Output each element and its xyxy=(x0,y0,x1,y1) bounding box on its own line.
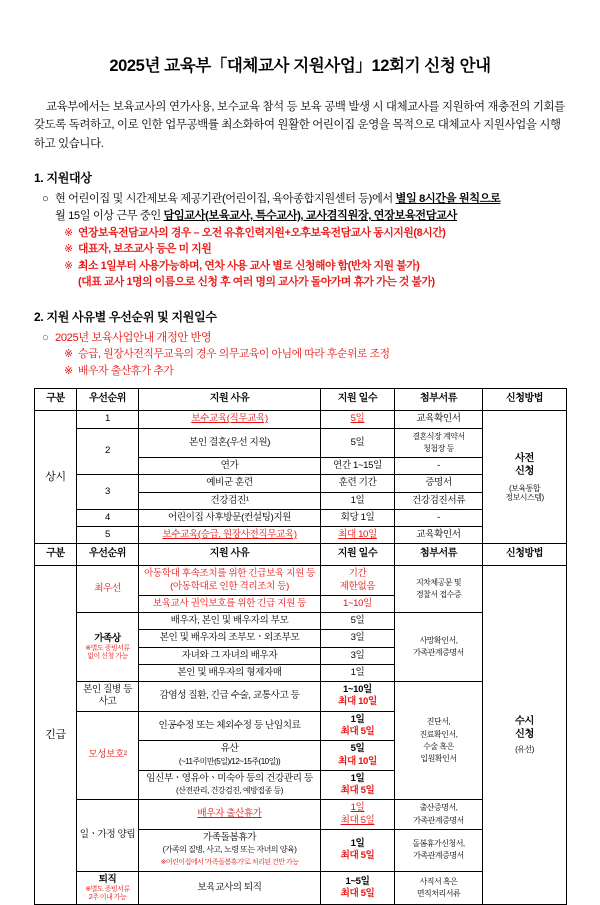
section-2-heading: 2. 지원 사유별 우선순위 및 지원일수 xyxy=(34,309,217,324)
docs-cell: 교육확인서 xyxy=(395,527,483,544)
reason-cell: 보육교사의 퇴직 xyxy=(139,871,321,904)
th-days: 지원 일수 xyxy=(321,389,395,411)
reason-cell: 예비군 훈련 xyxy=(139,475,321,492)
reason-line-2: (산전관리, 건강검진, 예방접종 등) xyxy=(176,786,283,796)
method-sublabel: (유선) xyxy=(515,745,534,755)
reason-cell: 보수교육(승급, 원장사전직무교육) xyxy=(139,527,321,544)
days-cell xyxy=(321,741,395,771)
days-line-1: 1일 xyxy=(350,713,365,725)
days-line-1: 1일 xyxy=(350,772,365,784)
days-line-1: 1일 xyxy=(350,802,365,814)
days-line-2: 최대 5일 xyxy=(340,814,375,826)
days-line-1: 1~5일 xyxy=(345,875,370,887)
priority-cell: 1 xyxy=(77,411,139,428)
asterisk-icon: ※ xyxy=(64,259,73,272)
days-cell xyxy=(321,711,395,741)
priority-label: 퇴직 xyxy=(98,873,117,885)
section-1-item-1-text-a: 현 어린이집 및 시간제보육 제공기관(어린이집, 육아종합지원센터 등)에서 xyxy=(55,193,396,206)
reason-cell xyxy=(139,770,321,800)
days-cell xyxy=(321,829,395,871)
days-line-1: 1일 xyxy=(350,838,365,849)
days-cell: 1일 xyxy=(321,492,395,509)
docs-cell: 사망확인서, 가족관계증명서 xyxy=(395,613,483,682)
th-method: 신청방법 xyxy=(483,389,567,411)
reason-line-2: (~11주미만(5일)/12~15주(10일)) xyxy=(178,756,281,766)
support-table-regular xyxy=(34,388,567,544)
priority-cell: 모성보호² xyxy=(77,711,139,800)
section-2-note-3-text: 배우자 출산휴가 추가 xyxy=(78,364,174,377)
days-cell: 연간 1~15일 xyxy=(321,458,395,475)
bullet-circle-icon: ○ xyxy=(42,331,49,344)
docs-cell: 돌봄휴가신청서, 가족관계증명서 xyxy=(395,829,483,871)
table-header-row xyxy=(35,544,567,566)
reason-line-1: 임신부ㆍ영유아ㆍ미숙아 등의 건강관리 등 xyxy=(146,772,313,784)
section-1-note-3b: (대표 교사 1명의 이름으로 신청 후 여러 명의 교사가 돌아가며 휴가 가는 것 불가) xyxy=(78,276,435,289)
priority-cell: 4 xyxy=(77,509,139,526)
reason-cell: 본인 및 배우자의 조부모ㆍ외조부모 xyxy=(139,630,321,647)
days-cell xyxy=(321,800,395,830)
category-cell-urgent: 긴급 xyxy=(35,566,77,905)
section-2-note-2 xyxy=(64,346,566,362)
section-2-note-2-text: 승급, 원장사전직무교육의 경우 의무교육이 아님에 따라 후순위로 조정 xyxy=(78,348,390,361)
reason-line-1: 가족돌봄휴가 xyxy=(202,831,257,843)
docs-cell: 출산증명서, 가족관계증명서 xyxy=(395,800,483,830)
th-category: 구분 xyxy=(35,389,77,411)
th-docs: 첨부서류 xyxy=(395,389,483,411)
th-days: 지원 일수 xyxy=(321,544,395,566)
days-line-1: 1~10일 xyxy=(343,684,372,696)
table-row xyxy=(35,411,567,428)
section-1-item-1-text-b: 별일 8시간을 원칙으로 xyxy=(395,193,501,206)
reason-cell: 본인 및 배우자의 형제자매 xyxy=(139,664,321,681)
reason-cell: 보육교사 권익보호를 위한 긴급 지원 등 xyxy=(139,595,321,612)
days-line-2: 최대 10일 xyxy=(338,696,377,708)
days-cell: 회당 1일 xyxy=(321,509,395,526)
th-reason: 지원 사유 xyxy=(139,389,321,411)
priority-cell: 2 xyxy=(77,428,139,475)
th-category: 구분 xyxy=(35,544,77,566)
days-cell: 1일 xyxy=(321,664,395,681)
reason-cell: 본인 결혼(우선 지원) xyxy=(139,428,321,458)
section-1-item-1-text-c: 월 15일 이상 근무 중인 xyxy=(55,210,164,223)
days-line-2: 최대 5일 xyxy=(340,785,375,797)
reason-line-2: (가족의 질병, 사고, 노령 또는 자녀의 양육) xyxy=(162,845,297,855)
days-cell: 5일 xyxy=(321,411,395,428)
docs-cell: 지차체공문 및 경찰서 접수증 xyxy=(395,566,483,613)
method-cell-urgent xyxy=(483,566,567,905)
method-label: 수시 신청 xyxy=(515,716,534,741)
section-1-item-1 xyxy=(42,191,566,225)
priority-label: 가족상 xyxy=(94,633,121,644)
days-cell: 기간 제한없음 xyxy=(321,566,395,596)
days-line-1: 5일 xyxy=(350,743,365,755)
page-title: 2025년 교육부「대체교사 지원사업」12회기 신청 안내 xyxy=(109,57,491,75)
category-cell-regular: 상시 xyxy=(35,411,77,544)
docs-cell: 사직서 혹은 면직처리서류 xyxy=(395,871,483,904)
reason-cell: 건강검진¹ xyxy=(139,492,321,509)
asterisk-icon: ※ xyxy=(64,364,73,377)
priority-cell: 3 xyxy=(77,475,139,510)
docs-cell: 건강검진서류 xyxy=(395,492,483,509)
th-priority: 우선순위 xyxy=(77,389,139,411)
th-method: 신청방법 xyxy=(483,544,567,566)
days-cell: 1~10일 xyxy=(321,595,395,612)
reason-cell xyxy=(139,566,321,596)
section-1-note-1-text: 연장보육전담교사의 경우 – 오전 유휴인력지원+오후보육전담교사 동시지원(8시간) xyxy=(78,227,446,239)
priority-note: ※별도 증빙서류 2주 이내 가능 xyxy=(85,885,130,901)
reason-cell: 연가 xyxy=(139,458,321,475)
priority-cell: 최우선 xyxy=(77,566,139,613)
reason-cell xyxy=(139,741,321,771)
reason-cell xyxy=(139,829,321,871)
method-label: 사전 신청 xyxy=(515,452,534,477)
reason-cell: 보수교육(직무교육) xyxy=(139,411,321,428)
days-cell: 5일 xyxy=(321,613,395,630)
method-sublabel: (보육통합 정보시스템) xyxy=(505,483,544,503)
th-reason: 지원 사유 xyxy=(139,544,321,566)
section-2-note-3 xyxy=(64,363,566,379)
section-1-heading: 1. 지원대상 xyxy=(34,171,92,186)
intro-paragraph: 교육부에서는 보육교사의 연가사용, 보수교육 참석 등 보육 공백 발생 시 대체교사를 지원하여 재충전의 기회를 갖도록 독려하고, 이로 인한 업무공백률 최소화하여 원활한 어린이집 운영을 목적으로 대체교사 지원사업을 시행하고 있습니다. xyxy=(34,101,565,150)
reason-cell: 배우자, 본인 및 배우자의 부모 xyxy=(139,613,321,630)
reason-line-1: 유산 xyxy=(220,743,239,755)
days-line-2: 최대 5일 xyxy=(340,887,375,899)
section-1-note-3-text: 최소 1일부터 사용가능하며, 연차 사용 교사 별로 신청해야 함(반차 지원 불가) xyxy=(78,259,420,272)
th-priority: 우선순위 xyxy=(77,544,139,566)
section-1-note-2 xyxy=(64,241,566,257)
docs-cell: 진단서, 진료확인서, 수술 혹은 입원확인서 xyxy=(395,682,483,800)
section-2-note-1-text: 2025년 보육사업안내 개정안 반영 xyxy=(55,331,212,344)
section-1-note-2-text: 대표자, 보조교사 등은 미 지원 xyxy=(78,243,212,256)
reason-cell: 자녀와 그 자녀의 배우자 xyxy=(139,647,321,664)
reason-line-2: (아동학대로 인한 격리조치 등) xyxy=(170,580,289,592)
docs-cell: - xyxy=(395,509,483,526)
section-1-note-3 xyxy=(64,258,566,274)
days-cell: 최대 10일 xyxy=(321,527,395,544)
docs-cell: 결혼식장 계약서 청첩장 등 xyxy=(395,428,483,458)
section-2-note-1 xyxy=(42,330,566,347)
days-line-2: 최대 5일 xyxy=(340,726,375,738)
days-cell: 5일 xyxy=(321,428,395,458)
days-line-2: 최대 10일 xyxy=(338,755,377,767)
days-cell xyxy=(321,682,395,712)
bullet-circle-icon: ○ xyxy=(42,193,49,206)
days-cell xyxy=(321,871,395,904)
reason-note: ※어린이집에서 '가족돌봄휴가'로 처리된 건만 가능 xyxy=(160,859,299,867)
priority-cell xyxy=(77,871,139,904)
asterisk-icon: ※ xyxy=(64,243,73,256)
priority-cell: 일ㆍ가정 양립 xyxy=(77,800,139,871)
docs-cell: 증명서 xyxy=(395,475,483,492)
docs-cell: 교육확인서 xyxy=(395,411,483,428)
th-docs: 첨부서류 xyxy=(395,544,483,566)
days-cell: 3일 xyxy=(321,630,395,647)
priority-cell xyxy=(77,613,139,682)
reason-cell: 배우자 출산휴가 xyxy=(139,800,321,830)
asterisk-icon: ※ xyxy=(64,227,73,239)
days-cell: 훈련 기간 xyxy=(321,475,395,492)
priority-cell: 5 xyxy=(77,527,139,544)
days-line-2: 최대 5일 xyxy=(340,850,375,862)
reason-cell: 감염성 질환, 긴급 수술, 교통사고 등 xyxy=(139,682,321,712)
asterisk-icon: ※ xyxy=(64,348,73,361)
docs-cell: - xyxy=(395,458,483,475)
priority-cell: 본인 질병 등 사고 xyxy=(77,682,139,712)
reason-cell: 인공수정 또는 체외수정 등 난임치료 xyxy=(139,711,321,741)
reason-line-1: 아동학대 후속조치를 위한 긴급보육 지원 등 xyxy=(144,568,315,580)
table-header-row xyxy=(35,389,567,411)
reason-cell: 어린이집 사후방문(컨설팅)지원 xyxy=(139,509,321,526)
support-table-urgent xyxy=(34,543,567,905)
table-row xyxy=(35,566,567,596)
priority-note: ※별도 증빙서류 없이 신청 가능 xyxy=(85,645,130,661)
section-1-item-1-text-d: 담임교사(보육교사, 특수교사), 교사겸직원장, 연장보육전담교사 xyxy=(163,210,457,223)
section-1-note-1 xyxy=(64,225,566,241)
days-cell: 3일 xyxy=(321,647,395,664)
method-cell-regular xyxy=(483,411,567,544)
days-cell xyxy=(321,770,395,800)
